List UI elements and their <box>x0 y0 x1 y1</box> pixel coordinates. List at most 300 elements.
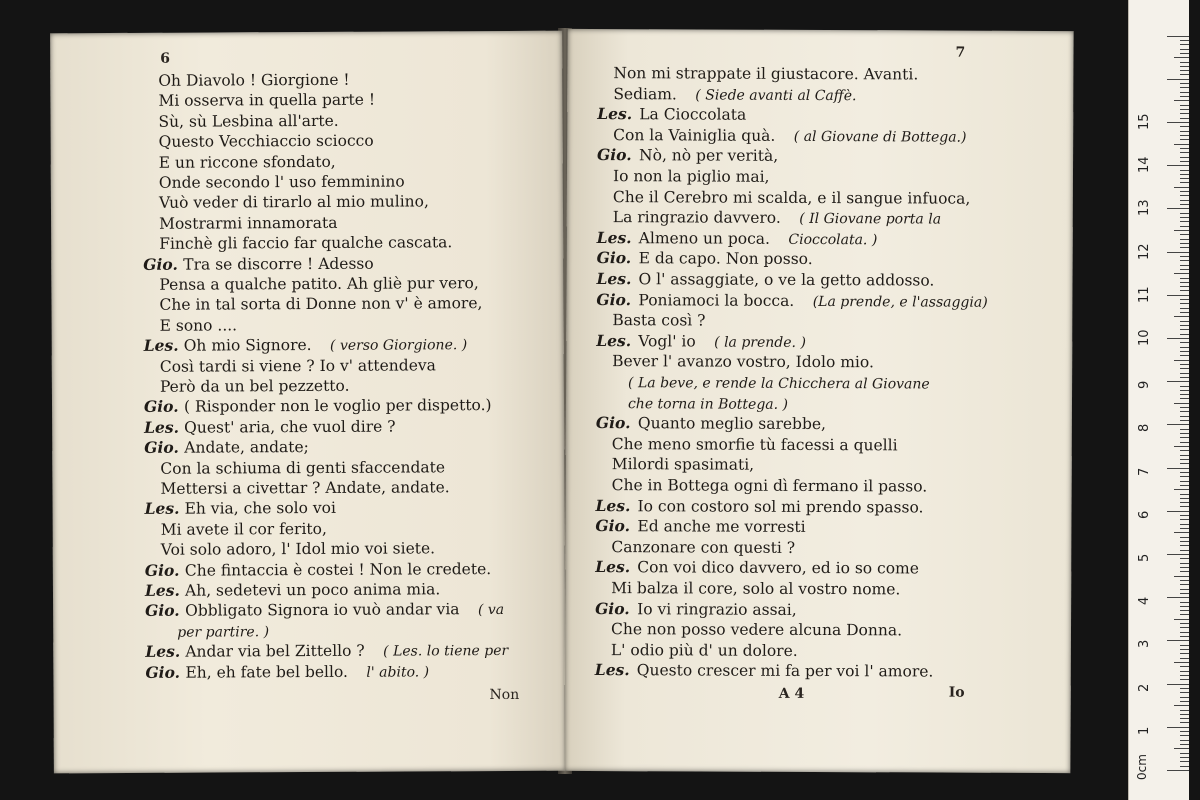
ruler-tick <box>1180 334 1189 335</box>
ruler-tick <box>1180 580 1189 581</box>
stage-direction: per partire. ) <box>177 624 270 641</box>
ruler-tick <box>1180 347 1189 348</box>
ruler-tick <box>1180 766 1189 767</box>
ruler-number: 3 <box>1137 640 1152 649</box>
text-line <box>611 578 900 599</box>
ruler-tick <box>1180 161 1189 162</box>
text-line <box>595 660 934 681</box>
ruler-tick <box>1180 62 1189 63</box>
line-text: E da capo. Non posso. <box>638 249 813 269</box>
line-text: Pensa a qualche patito. Ah gliè pur vero, <box>159 274 479 294</box>
ruler-tick <box>1180 692 1189 693</box>
ruler-tick <box>1174 403 1189 404</box>
text-line <box>158 111 338 132</box>
speaker-label: Les. <box>594 660 630 680</box>
ruler-tick <box>1180 308 1189 309</box>
ruler-number: 12 <box>1137 243 1152 260</box>
ruler-tick <box>1180 407 1189 408</box>
ruler-number: 1 <box>1137 726 1152 735</box>
line-text: ( Risponder non le voglio per dispetto.) <box>183 396 492 417</box>
text-line <box>613 187 970 209</box>
ruler-tick <box>1180 545 1189 546</box>
ruler-tick <box>1167 684 1189 685</box>
speaker-label: Gio. <box>145 662 181 682</box>
ruler-tick <box>1180 386 1189 387</box>
ruler-tick <box>1180 481 1189 482</box>
ruler-tick <box>1180 602 1189 603</box>
text-line <box>159 232 452 254</box>
ruler-tick <box>1167 36 1189 37</box>
ruler-tick <box>1180 96 1189 97</box>
text-line <box>177 621 269 642</box>
ruler-tick <box>1180 53 1189 54</box>
text-line <box>595 599 797 620</box>
speaker-label: Les. <box>596 269 632 289</box>
text-line <box>596 413 826 434</box>
ruler-number: 5 <box>1137 553 1152 562</box>
ruler-tick <box>1180 658 1189 659</box>
line-text: Con la schiuma di genti sfaccendate <box>160 457 446 478</box>
ruler-tick <box>1180 701 1189 702</box>
line-text: Tra se discorre ! Adesso <box>183 254 374 274</box>
speaker-label: Gio. <box>595 516 631 536</box>
text-line <box>597 104 746 125</box>
ruler-tick <box>1180 416 1189 417</box>
text-line <box>613 63 918 84</box>
text-line <box>613 166 770 187</box>
ruler-tick <box>1180 485 1189 486</box>
stage-direction: (La prende, e l'assaggia) <box>808 293 988 311</box>
text-line <box>160 376 350 397</box>
speaker-label: Gio. <box>595 413 631 433</box>
stage-direction: ( Les. lo tiene per <box>378 643 509 660</box>
text-line <box>145 640 508 663</box>
ruler-tick <box>1167 79 1189 80</box>
text-line <box>158 90 375 111</box>
line-text: Quanto meglio sarebbe, <box>637 414 827 434</box>
ruler-tick <box>1180 571 1189 572</box>
line-text: Almeno un poca. <box>638 229 771 248</box>
speaker-label: Gio. <box>145 601 180 621</box>
ruler-tick <box>1180 472 1189 473</box>
ruler-tick <box>1180 429 1189 430</box>
line-text: O l' assaggiate, o ve la getto addosso. <box>638 270 935 290</box>
ruler-tick <box>1180 239 1189 240</box>
line-text: Sediam. <box>613 84 677 103</box>
ruler-tick <box>1180 174 1189 175</box>
ruler-tick <box>1180 290 1189 291</box>
ruler-tick <box>1180 83 1189 84</box>
speaker-label: Les. <box>145 641 181 662</box>
line-text: Questo crescer mi fa per voi l' amore. <box>636 661 934 681</box>
line-text: Con voi dico davvero, ed io so come <box>637 558 919 578</box>
ruler-tick <box>1180 731 1189 732</box>
ruler-tick <box>1180 282 1189 283</box>
ruler-tick <box>1180 671 1189 672</box>
line-text: Eh via, che solo voi <box>184 499 336 519</box>
text-line <box>161 519 327 540</box>
ruler-number: 14 <box>1137 156 1152 174</box>
text-line <box>160 315 238 335</box>
ruler-tick <box>1180 649 1189 650</box>
line-text: Così tardi si viene ? Io v' attendeva <box>159 355 436 376</box>
line-text: Che meno smorfie tù facessi a quelli <box>611 434 898 455</box>
ruler-tick <box>1180 355 1189 356</box>
line-text: Io vi ringrazio assai, <box>637 599 797 619</box>
line-text: La Cioccolata <box>639 105 747 124</box>
ruler-tick <box>1180 558 1189 559</box>
ruler-tick <box>1180 243 1189 244</box>
ruler-tick <box>1180 204 1189 205</box>
ruler-tick <box>1180 653 1189 654</box>
line-text: Andar via bel Zittello ? <box>185 641 365 661</box>
speaker-label: Les. <box>143 335 179 356</box>
ruler-tick <box>1180 606 1189 607</box>
text-line <box>597 145 778 166</box>
line-text: Ah, sedetevi un poco anima mia. <box>184 580 441 600</box>
ruler-tick <box>1180 494 1189 495</box>
ruler-tick <box>1174 532 1189 533</box>
ruler-tick <box>1180 420 1189 421</box>
ruler-tick <box>1167 252 1189 253</box>
ruler-tick <box>1180 688 1189 689</box>
line-text: Che in Bottega ogni dì fermano il passo. <box>611 476 928 496</box>
text-line <box>612 475 928 496</box>
text-line <box>144 395 492 417</box>
ruler-tick <box>1180 636 1189 637</box>
ruler-tick <box>1180 524 1189 525</box>
ruler-unit-label: 0cm <box>1135 754 1149 780</box>
text-line <box>596 331 806 353</box>
ruler-tick <box>1174 489 1189 490</box>
ruler-tick <box>1180 567 1189 568</box>
line-text: Mettersi a civettar ? Andate, andate. <box>160 478 450 498</box>
ruler-tick <box>1180 157 1189 158</box>
ruler-tick <box>1180 226 1189 227</box>
text-line <box>612 434 898 455</box>
line-text: Che non posso vedere alcuna Donna. <box>610 620 903 640</box>
line-text: Obbligato Signora io vuò andar via <box>185 600 460 621</box>
ruler-tick <box>1180 221 1189 222</box>
text-line <box>611 640 798 661</box>
text-line <box>612 351 874 372</box>
text-line <box>145 579 440 601</box>
ruler-tick <box>1180 49 1189 50</box>
text-line <box>597 228 878 250</box>
text-line <box>628 372 930 394</box>
ruler-tick <box>1180 182 1189 183</box>
stage-direction: l' abito. ) <box>361 663 430 681</box>
ruler-tick <box>1174 316 1189 317</box>
ruler-number: 9 <box>1137 380 1152 390</box>
line-text: Con la Vainiglia quà. <box>613 125 776 145</box>
ruler-tick <box>1180 645 1189 646</box>
ruler-tick <box>1180 537 1189 538</box>
ruler-tick <box>1180 70 1189 71</box>
line-text: Che in tal sorta di Donne non v' è amore, <box>159 294 483 315</box>
speaker-label: Gio. <box>596 248 632 268</box>
scale-ruler <box>1128 0 1189 800</box>
text-line <box>159 151 336 172</box>
text-line <box>595 496 923 517</box>
ruler-tick <box>1180 135 1189 136</box>
line-text: Io con costoro sol mi prendo spasso. <box>637 496 924 517</box>
page-number-right: 7 <box>955 44 966 61</box>
text-line <box>611 619 902 640</box>
ruler-tick <box>1180 550 1189 551</box>
speaker-label: Gio. <box>144 560 180 580</box>
ruler-tick <box>1180 118 1189 119</box>
ruler-tick <box>1180 502 1189 503</box>
catchword-left: Non <box>489 686 520 704</box>
speaker-label: Les. <box>144 417 180 437</box>
ruler-tick <box>1180 589 1189 590</box>
ruler-tick <box>1180 342 1189 343</box>
line-text: Voi solo adoro, l' Idol mio voi siete. <box>160 539 436 559</box>
text-line <box>159 293 482 315</box>
ruler-tick <box>1180 139 1189 140</box>
ruler-tick <box>1174 144 1189 145</box>
ruler-tick <box>1180 92 1189 93</box>
line-text: Che il Cerebro mi scalda, e il sangue infuoca, <box>612 187 971 208</box>
ruler-tick <box>1180 614 1189 615</box>
text-line <box>595 516 805 537</box>
stage-direction: ( la prende. ) <box>709 334 806 351</box>
stage-direction: ( al Giovane di Bottega.) <box>789 128 967 146</box>
line-text: Questo Vecchiaccio sciocco <box>158 131 374 151</box>
ruler-tick <box>1180 714 1189 715</box>
text-line <box>596 290 987 313</box>
ruler-tick <box>1180 312 1189 313</box>
line-text: Eh, eh fate bel bello. <box>185 662 348 682</box>
ruler-tick <box>1174 273 1189 274</box>
text-line <box>613 84 856 106</box>
ruler-tick <box>1180 584 1189 585</box>
ruler-tick <box>1180 528 1189 529</box>
line-text: Finchè gli faccio far qualche cascata. <box>159 233 453 253</box>
ruler-tick <box>1180 131 1189 132</box>
line-text: Onde secondo l' uso femminino <box>158 172 405 192</box>
text-line <box>145 661 429 683</box>
catchword-right: Io <box>948 684 965 701</box>
line-text: Io non la piglio mai, <box>612 167 770 186</box>
ruler-tick <box>1180 265 1189 266</box>
ruler-tick <box>1180 519 1189 520</box>
text-line <box>613 207 941 229</box>
text-line <box>159 192 429 213</box>
ruler-tick <box>1167 468 1189 469</box>
ruler-tick <box>1180 109 1189 110</box>
text-line <box>144 416 395 437</box>
stage-direction: ( Siede avanti al Caffè. <box>690 87 857 104</box>
text-line <box>144 334 468 357</box>
speaker-label: Les. <box>597 104 633 124</box>
ruler-tick <box>1180 398 1189 399</box>
ruler-tick <box>1180 632 1189 633</box>
ruler-tick <box>1180 593 1189 594</box>
ruler-tick <box>1174 187 1189 188</box>
line-text: Canzonare con questi ? <box>611 537 796 557</box>
text-line <box>144 437 309 458</box>
text-line <box>596 269 934 290</box>
text-line <box>595 557 919 578</box>
ruler-tick <box>1167 727 1189 728</box>
line-text: Mi avete il cor ferito, <box>160 519 327 539</box>
line-text: Mostrarmi innamorata <box>159 213 338 233</box>
ruler-tick <box>1180 675 1189 676</box>
ruler-tick <box>1180 152 1189 153</box>
stage-direction: che torna in Bottega. ) <box>627 395 789 413</box>
ruler-tick <box>1174 576 1189 577</box>
ruler-number: 13 <box>1137 199 1152 217</box>
ruler-tick <box>1174 100 1189 101</box>
ruler-tick <box>1180 66 1189 67</box>
ruler-tick <box>1180 351 1189 352</box>
ruler-tick <box>1180 373 1189 374</box>
ruler-tick <box>1180 377 1189 378</box>
ruler-tick <box>1180 260 1189 261</box>
line-text: Oh Diavolo ! Giorgione ! <box>158 70 350 90</box>
speaker-label: Gio. <box>144 437 179 458</box>
text-line <box>159 171 405 192</box>
ruler-tick <box>1174 705 1189 706</box>
ruler-tick <box>1180 563 1189 564</box>
ruler-tick <box>1180 217 1189 218</box>
speaker-label: Les. <box>144 499 180 519</box>
ruler-tick <box>1180 44 1189 45</box>
ruler-tick <box>1180 278 1189 279</box>
text-line <box>143 253 374 274</box>
ruler-tick <box>1180 299 1189 300</box>
text-line <box>612 310 705 330</box>
line-text: Mi osserva in quella parte ! <box>158 91 376 111</box>
text-line <box>145 498 336 519</box>
ruler-tick <box>1180 718 1189 719</box>
ruler-tick <box>1180 753 1189 754</box>
ruler-tick <box>1180 329 1189 330</box>
ruler-tick <box>1180 269 1189 270</box>
text-line <box>159 273 479 295</box>
ruler-tick <box>1180 234 1189 235</box>
line-text: Oh mio Signore. <box>183 336 312 355</box>
ruler-tick <box>1180 740 1189 741</box>
line-text: Non mi strappate il giustacore. Avanti. <box>613 64 919 84</box>
ruler-tick <box>1174 360 1189 361</box>
speaker-label: Gio. <box>595 598 630 618</box>
ruler-tick <box>1180 437 1189 438</box>
speaker-label: Les. <box>596 330 632 350</box>
stage-direction: Cioccolata. ) <box>783 231 878 249</box>
ruler-tick <box>1180 286 1189 287</box>
ruler-number: 2 <box>1137 683 1152 692</box>
line-text: Vuò veder di tirarlo al mio mulino, <box>158 192 429 213</box>
speaker-label: Gio. <box>143 254 178 274</box>
stage-direction: ( verso Giorgione. ) <box>325 337 468 355</box>
ruler-tick <box>1180 200 1189 201</box>
ruler-tick <box>1180 710 1189 711</box>
ruler-tick <box>1180 761 1189 762</box>
text-line <box>160 457 445 478</box>
line-text: La ringrazio davvero. <box>612 208 781 228</box>
ruler-tick <box>1180 735 1189 736</box>
ruler-tick <box>1180 303 1189 304</box>
ruler-tick <box>1180 74 1189 75</box>
signature-mark: A 4 <box>778 685 805 702</box>
text-line <box>160 477 449 499</box>
ruler-tick <box>1180 113 1189 114</box>
ruler-tick <box>1180 627 1189 628</box>
ruler-tick <box>1180 394 1189 395</box>
ruler-tick <box>1180 450 1189 451</box>
text-line <box>161 539 435 560</box>
text-line <box>159 131 374 152</box>
ruler-number: 8 <box>1137 424 1152 433</box>
ruler-tick <box>1180 459 1189 460</box>
ruler-tick <box>1180 463 1189 464</box>
ruler-tick <box>1174 57 1189 58</box>
ruler-tick <box>1180 679 1189 680</box>
ruler-tick <box>1180 476 1189 477</box>
ruler-tick <box>1180 191 1189 192</box>
ruler-tick <box>1180 213 1189 214</box>
line-text: Basta così ? <box>612 311 706 330</box>
ruler-tick <box>1180 126 1189 127</box>
ruler-tick <box>1180 666 1189 667</box>
ruler-number: 15 <box>1137 113 1152 130</box>
ruler-tick <box>1167 295 1189 296</box>
ruler-tick <box>1174 230 1189 231</box>
left-page-text <box>142 69 542 682</box>
ruler-tick <box>1180 515 1189 516</box>
ruler-tick <box>1180 411 1189 412</box>
ruler-tick <box>1180 325 1189 326</box>
text-line <box>158 70 349 91</box>
ruler-tick <box>1180 623 1189 624</box>
ruler-tick <box>1180 105 1189 106</box>
ruler-tick <box>1180 722 1189 723</box>
ruler-tick <box>1180 433 1189 434</box>
ruler-number: 10 <box>1137 329 1152 346</box>
speaker-label: Gio. <box>596 289 632 309</box>
text-line <box>613 125 966 148</box>
line-text: E sono .... <box>159 316 238 335</box>
ruler-tick <box>1167 640 1189 641</box>
speaker-label: Les. <box>144 580 180 600</box>
ruler-tick <box>1180 247 1189 248</box>
ruler-tick <box>1180 178 1189 179</box>
ruler-tick <box>1180 364 1189 365</box>
ruler-tick <box>1167 511 1189 512</box>
ruler-tick <box>1180 506 1189 507</box>
text-line <box>145 599 504 622</box>
ruler-tick <box>1167 208 1189 209</box>
speaker-label: Les. <box>595 495 631 515</box>
line-text: Poniamoci la bocca. <box>638 290 795 310</box>
ruler-tick <box>1167 338 1189 339</box>
ruler-number: 11 <box>1137 286 1152 303</box>
line-text: Milordi spasimati, <box>611 455 755 475</box>
right-page-text <box>594 63 1037 681</box>
speaker-label: Gio. <box>143 397 179 417</box>
ruler-tick <box>1167 381 1189 382</box>
line-text: Vogl' io <box>638 332 696 351</box>
speaker-label: Gio. <box>597 145 632 165</box>
line-text: Quest' aria, che vuol dire ? <box>184 417 396 437</box>
ruler-tick <box>1180 541 1189 542</box>
line-text: Bever l' avanzo vostro, Idolo mio. <box>612 352 874 372</box>
ruler-tick <box>1180 368 1189 369</box>
ruler-tick <box>1174 662 1189 663</box>
